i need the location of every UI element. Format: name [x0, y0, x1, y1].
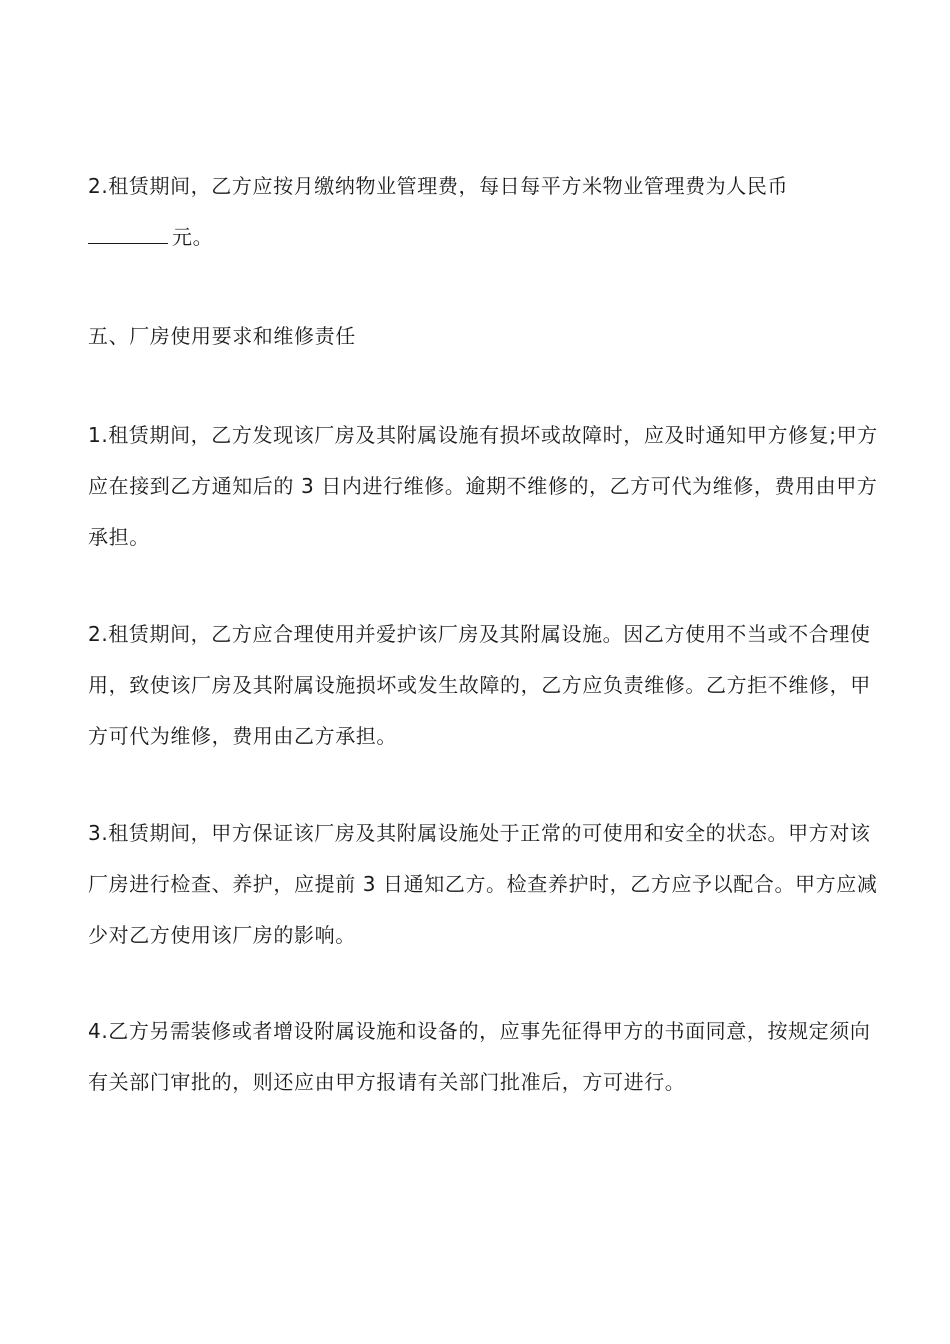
property-fee-clause — [88, 161, 878, 263]
property-fee-clause-suffix: 元。 — [172, 225, 214, 249]
section-heading: 五、厂房使用要求和维修责任 — [88, 324, 356, 348]
property-fee-clause-text: 2.租赁期间，乙方应按月缴纳物业管理费，每日每平方米物业管理费为人民币 — [88, 174, 789, 198]
clause-4: 4.乙方另需装修或者增设附属设施和设备的，应事先征得甲方的书面同意，按规定须向有关部门审批的，则还应由甲方报请有关部门批准后，方可进行。 — [88, 1019, 871, 1094]
clause-3: 3.租赁期间，甲方保证该厂房及其附属设施处于正常的可使用和安全的状态。甲方对该厂房进行检查、养护，应提前 3 日通知乙方。检查养护时，乙方应予以配合。甲方应减少对乙方使用该厂房的影响。 — [88, 821, 878, 947]
clause-2: 2.租赁期间，乙方应合理使用并爱护该厂房及其附属设施。因乙方使用不当或不合理使用，致使该厂房及其附属设施损坏或发生故障的，乙方应负责维修。乙方拒不维修，甲方可代为维修，费用由乙方承担。 — [88, 622, 871, 748]
fee-amount-blank — [88, 221, 168, 244]
clause-1: 1.租赁期间，乙方发现该厂房及其附属设施有损坏或故障时，应及时通知甲方修复;甲方应在接到乙方通知后的 3 日内进行维修。逾期不维修的，乙方可代为维修，费用由甲方承担。 — [88, 423, 878, 549]
